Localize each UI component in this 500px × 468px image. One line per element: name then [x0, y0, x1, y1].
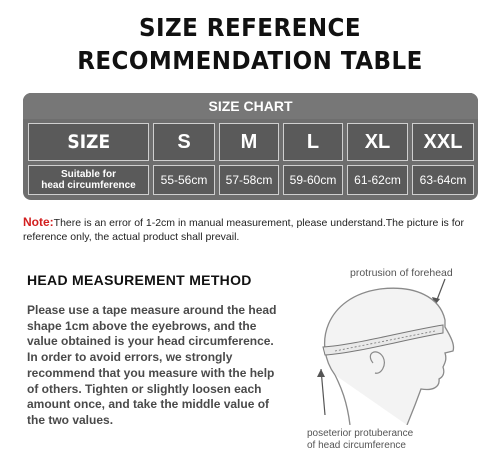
method-text: Please use a tape measure around the head shape 1cm above the eyebrows, and the value obtained is your head circumference. In order to avoid errors, we strongly recommend that you measure with the help of others. Tighten or slightly loosen each amount once, and take the middle value of the two values.	[27, 303, 277, 427]
circumference-cell-m: 57-58cm	[219, 165, 279, 195]
size-cell-l: L	[283, 123, 343, 161]
size-cell-s: S	[153, 123, 215, 161]
circumference-label-line2: head circumference	[41, 180, 136, 191]
forehead-label: protrusion of forehead	[350, 267, 453, 279]
circumference-row	[28, 165, 474, 195]
note	[23, 215, 483, 244]
size-cell-m: M	[219, 123, 279, 161]
circumference-cell-l: 59-60cm	[283, 165, 343, 195]
size-label: SIZE	[67, 131, 110, 153]
posterior-arrow-head	[317, 369, 325, 377]
method-title: HEAD MEASUREMENT METHOD	[27, 272, 252, 288]
head-outline	[325, 288, 454, 425]
size-row	[28, 123, 474, 161]
note-label: Note:	[23, 215, 54, 229]
size-chart	[23, 93, 478, 200]
circumference-label-cell	[28, 165, 149, 195]
page-title-line2: RECOMMENDATION TABLE	[77, 46, 423, 75]
posterior-label-line1: poseterior protuberance	[307, 428, 414, 439]
head-illustration	[295, 275, 485, 425]
circumference-cell-xxl: 63-64cm	[412, 165, 474, 195]
size-cell-xxl: XXL	[412, 123, 474, 161]
circumference-label-line1: Suitable for	[60, 169, 116, 180]
circumference-cell-s: 55-56cm	[153, 165, 215, 195]
size-label-cell	[28, 123, 149, 161]
note-text: There is an error of 1-2cm in manual measurement, please understand.The picture is for reference only, the actual product shall prevail.	[23, 217, 464, 243]
posterior-label	[307, 428, 413, 452]
size-cell-xl: XL	[347, 123, 408, 161]
circumference-cell-xl: 61-62cm	[347, 165, 408, 195]
page-title-line1: SIZE REFERENCE	[138, 13, 362, 42]
posterior-label-line2: of head circumference	[307, 440, 406, 451]
size-chart-heading: SIZE CHART	[23, 93, 478, 119]
